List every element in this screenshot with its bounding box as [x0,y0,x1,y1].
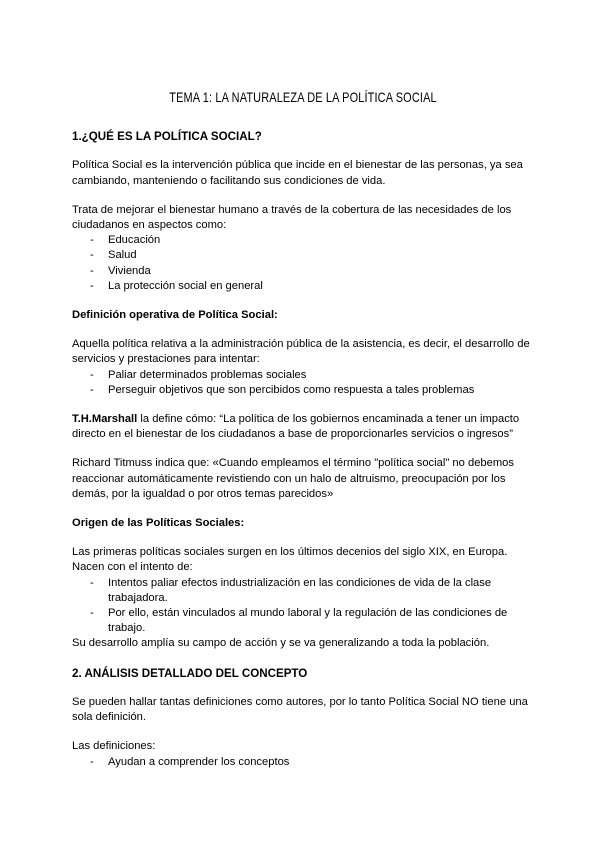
marshall-paragraph [72,412,534,442]
definicion-list [72,368,534,398]
paragraph: Aquella política relativa a la administración pública de la asistencia, es decir, el desarrollo de servicios y prestaciones para intentar: [72,338,530,366]
paragraph: Las definiciones: [72,740,156,753]
author-name: T.H.Marshall [72,413,138,426]
list-item: - Salud [72,248,534,263]
paragraph: Las primeras políticas sociales surgen en los últimos decenios del siglo XIX, en Europa. Nacen con el intento de: [72,546,508,574]
paragraph: Se pueden hallar tantas definiciones como autores, por lo tanto Política Social NO tiene una sola definición. [72,695,528,724]
paragraph: Su desarrollo amplía su campo de acción y se va generalizando a toda la población. [72,637,490,650]
list-item: - Ayudan a comprender los conceptos [72,755,534,770]
page-title: TEMA 1: LA NATURALEZA DE LA POLÍTICA SOCIAL [169,89,437,105]
marshall-text: la define cómo: “La política de los gobiernos encaminada a tener un impacto directo en el bienestar de los ciudadanos a base de proporcionarles servicios o ingresos” [72,413,520,441]
list-item: - Educación [72,233,534,248]
origen-list [72,576,534,637]
origen-heading: Origen de las Políticas Sociales: [72,517,245,530]
list-item: - La protección social en general [72,279,534,294]
list-item: - Por ello, están vinculados al mundo laboral y la regulación de las condiciones de trabajo. [72,606,534,636]
paragraph: Política Social es la intervención pública que incide en el bienestar de las personas, ya sea cambiando, manteniendo o facilitando sus condiciones de vida. [72,159,523,187]
titmuss-paragraph: Richard Titmuss indica que: «Cuando empleamos el término "política social" no debemos reaccionar automáticamente revistiendo con un halo de altruismo, preocupación por los demás, por la igualdad o por otros temas parecidos» [72,457,514,500]
paragraph: Trata de mejorar el bienestar humano a través de la cobertura de las necesidades de los ciudadanos en aspectos como: [72,203,512,232]
aspects-list [72,233,534,294]
list-item: - Perseguir objetivos que son percibidos como respuesta a tales problemas [72,383,534,398]
section-2-heading: 2. ANÁLISIS DETALLADO DEL CONCEPTO [72,666,308,680]
list-item: - Paliar determinados problemas sociales [72,368,534,383]
list-item: - Vivienda [72,264,534,279]
definicion-heading: Definición operativa de Política Social: [72,309,278,322]
list-item: - Intentos paliar efectos industrialización en las condiciones de vida de la clase trabajadora. [72,576,534,606]
document-body [72,90,534,784]
section-1-heading: 1.¿QUÉ ES LA POLÍTICA SOCIAL? [72,130,262,144]
definiciones-list [72,755,534,770]
